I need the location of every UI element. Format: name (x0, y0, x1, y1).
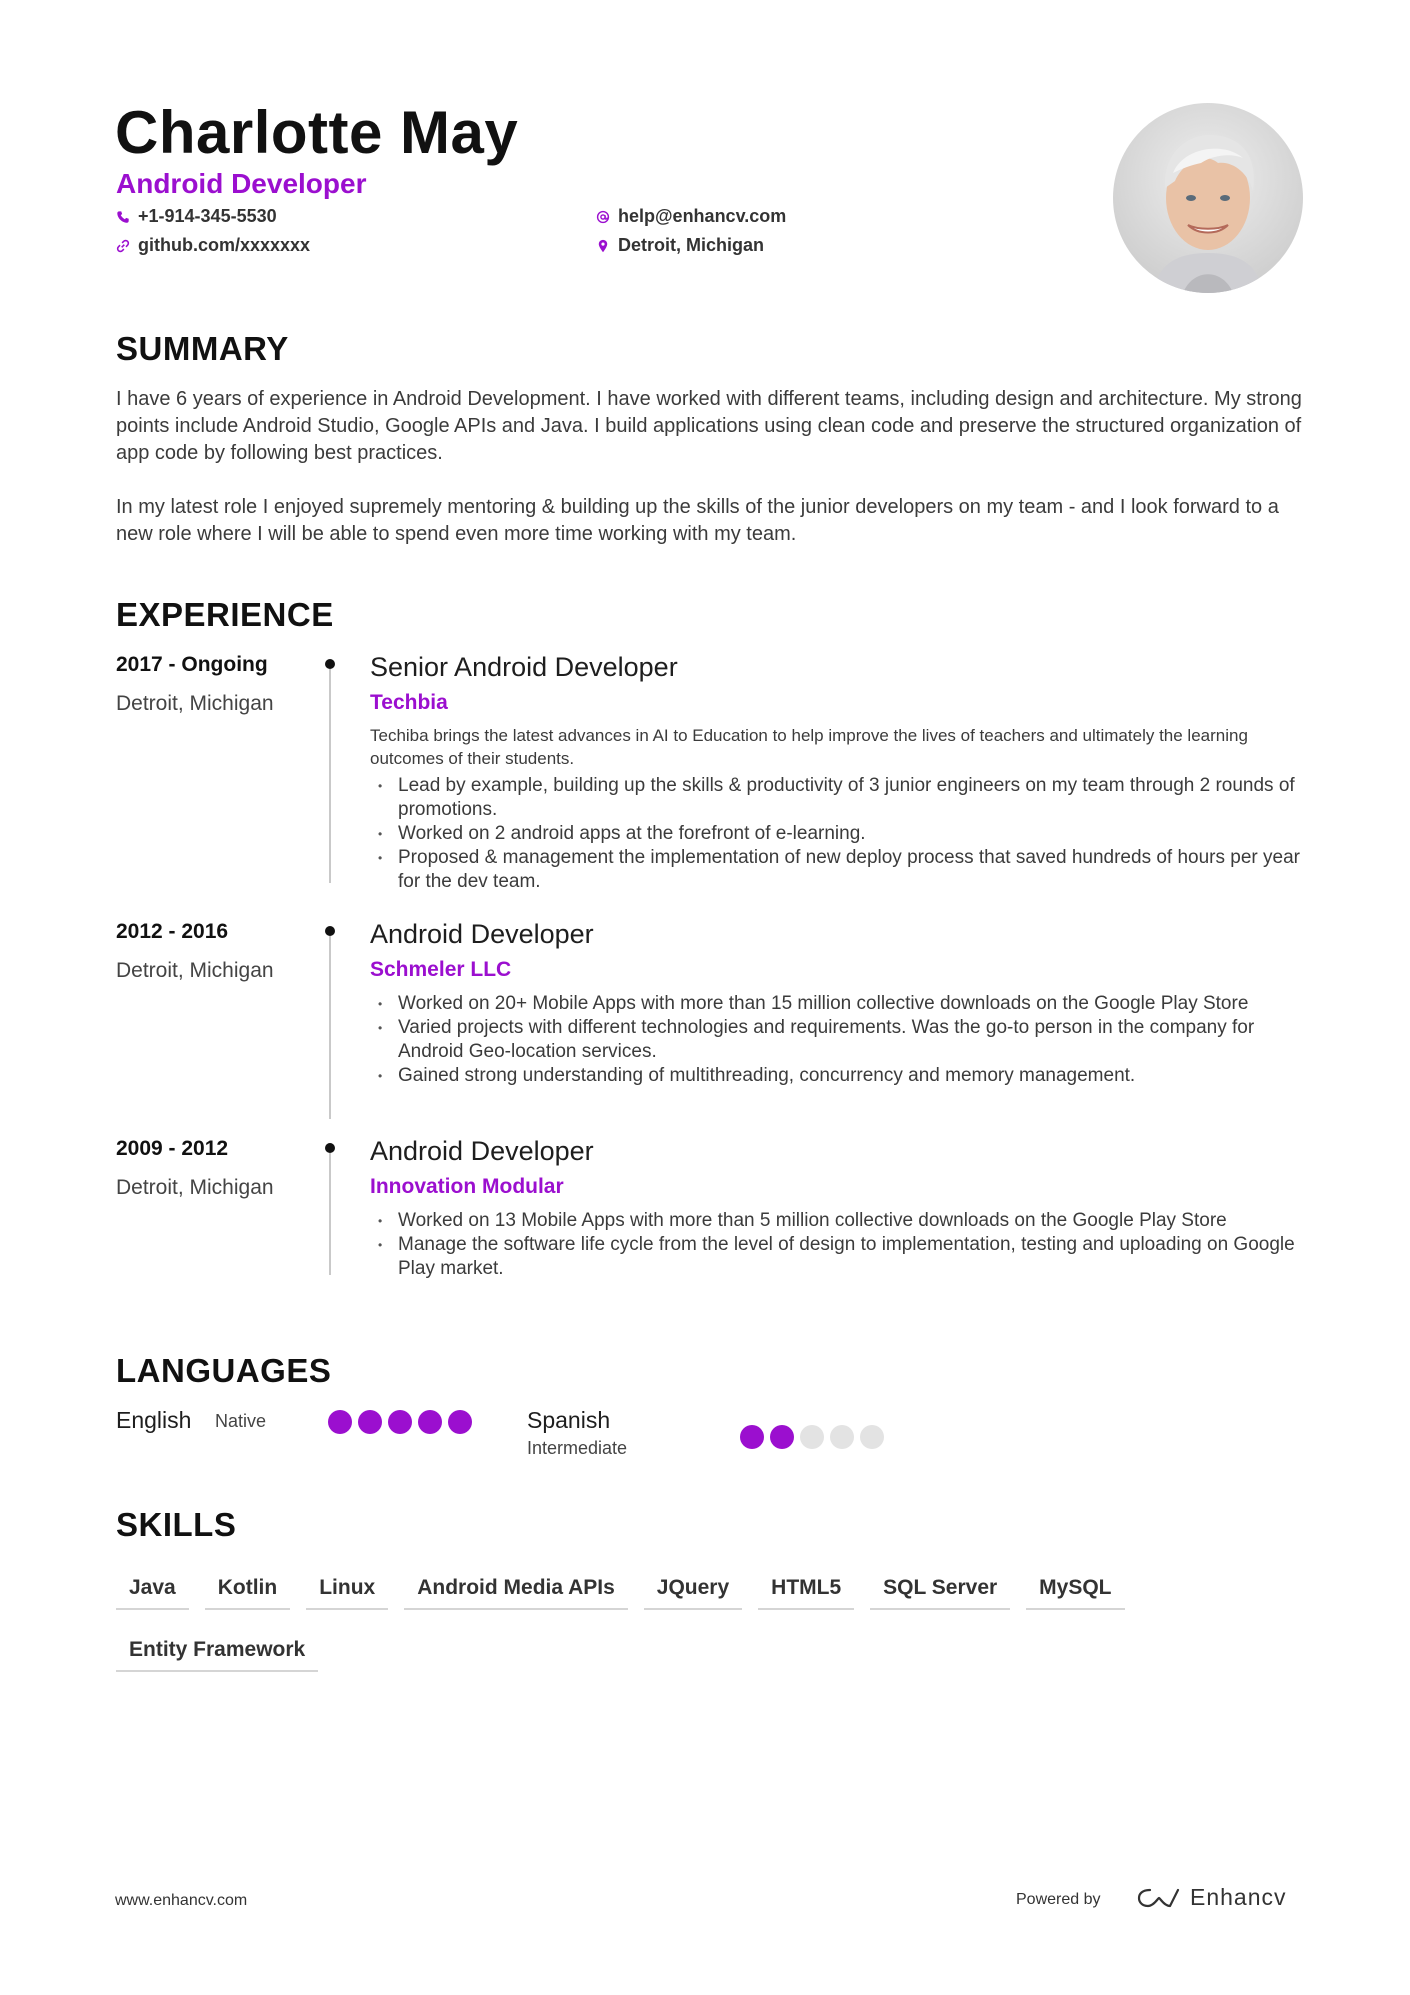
experience-heading: EXPERIENCE (116, 596, 334, 633)
rating-dot-filled (740, 1425, 764, 1449)
summary-paragraph-2: In my latest role I enjoyed supremely mentoring & building up the skills of the junior developers on my team - and I look forward to a new role where I will be able to spend even more time working with my team. (116, 496, 1279, 545)
skills-heading: SKILLS (116, 1506, 237, 1543)
experience-bullets (370, 774, 1310, 894)
contact-location (596, 235, 764, 256)
profile-photo (1113, 103, 1303, 293)
summary-heading: SUMMARY (116, 330, 289, 367)
experience-company: Techbia (370, 691, 448, 714)
experience-bullet: • Worked on 20+ Mobile Apps with more than 15 million collective downloads on the Google Play Store (370, 992, 1310, 1016)
skill-tag: Android Media APIs (404, 1570, 628, 1610)
rating-dot-filled (388, 1410, 412, 1434)
experience-bullet: • Manage the software life cycle from the level of design to implementation, testing and uploading on Google Play market. (370, 1233, 1310, 1281)
location-pin-icon (596, 239, 610, 253)
skill-tag: Entity Framework (116, 1632, 318, 1672)
rating-dot-filled (448, 1410, 472, 1434)
experience-company: Schmeler LLC (370, 958, 512, 981)
experience-role: Android Developer (370, 1136, 594, 1166)
experience-date: 2012 - 2016 (116, 920, 229, 943)
footer-website-link[interactable]: www.enhancv.com (115, 1892, 248, 1909)
timeline-line (329, 1153, 331, 1275)
skill-tag: SQL Server (870, 1570, 1010, 1610)
experience-bullets (370, 1209, 1310, 1281)
candidate-title: Android Developer (116, 168, 367, 199)
language-rating (328, 1410, 472, 1434)
experience-location: Detroit, Michigan (116, 959, 274, 982)
timeline-dot (325, 659, 335, 669)
skill-tag: Java (116, 1570, 189, 1610)
phone-icon (116, 210, 130, 224)
experience-location: Detroit, Michigan (116, 1176, 274, 1199)
experience-bullet: • Varied projects with different technologies and requirements. Was the go-to person in the company for Android Geo-location services. (370, 1016, 1310, 1064)
skill-tag: JQuery (644, 1570, 742, 1610)
skill-tag: MySQL (1026, 1570, 1124, 1610)
experience-bullet: • Worked on 13 Mobile Apps with more than 5 million collective downloads on the Google Play Store (370, 1209, 1310, 1233)
footer-powered-by: Powered by (1016, 1891, 1101, 1908)
github-text: github.com/xxxxxxx (138, 235, 311, 255)
languages-heading: LANGUAGES (116, 1352, 332, 1389)
language-level: Native (215, 1411, 267, 1431)
link-icon (116, 239, 130, 253)
summary-paragraph-1: I have 6 years of experience in Android Development. I have worked with different teams, including design and architecture. My strong points include Android Studio, Google APIs and Java. I build applications using clean code and preserve the structured organization of app code by following best practices. (116, 388, 1302, 464)
rating-dot-filled (328, 1410, 352, 1434)
email-text: help@enhancv.com (618, 206, 787, 226)
language-level: Intermediate (527, 1438, 628, 1458)
skill-tag: HTML5 (758, 1570, 854, 1610)
contact-email[interactable] (596, 206, 786, 227)
language-name: Spanish (527, 1407, 611, 1433)
experience-date: 2009 - 2012 (116, 1137, 229, 1160)
experience-bullet: • Lead by example, building up the skills & productivity of 3 junior engineers on my team through 2 rounds of promotions. (370, 774, 1310, 822)
phone-text: +1-914-345-5530 (138, 206, 277, 226)
skill-tag: Linux (306, 1570, 388, 1610)
experience-role: Android Developer (370, 919, 594, 949)
experience-description: Techiba brings the latest advances in AI to Education to help improve the lives of teachers and ultimately the learning outcomes of their students. (370, 726, 1248, 768)
footer-brand-logo[interactable] (1136, 1884, 1287, 1911)
footer-brand-name: Enhancv (1190, 1884, 1287, 1910)
rating-dot-empty (860, 1425, 884, 1449)
experience-location: Detroit, Michigan (116, 692, 274, 715)
experience-company: Innovation Modular (370, 1175, 564, 1198)
experience-bullet: • Proposed & management the implementation of new deploy process that saved hundreds of hours per year for the dev team. (370, 846, 1310, 894)
skills-list (116, 1570, 1306, 1672)
at-icon (596, 210, 610, 224)
experience-bullet: • Worked on 2 android apps at the forefront of e-learning. (370, 822, 1310, 846)
contact-phone[interactable] (116, 206, 277, 227)
contact-github[interactable] (116, 235, 310, 256)
timeline-dot (325, 926, 335, 936)
rating-dot-empty (830, 1425, 854, 1449)
language-name: English (116, 1407, 192, 1433)
rating-dot-filled (418, 1410, 442, 1434)
enhancv-logo-icon (1136, 1885, 1182, 1911)
language-rating (740, 1425, 884, 1449)
candidate-name: Charlotte May (115, 99, 519, 166)
timeline-line (329, 669, 331, 883)
timeline-line (329, 936, 331, 1119)
experience-bullet: • Gained strong understanding of multithreading, concurrency and memory management. (370, 1064, 1310, 1088)
rating-dot-filled (770, 1425, 794, 1449)
skill-tag: Kotlin (205, 1570, 290, 1610)
rating-dot-filled (358, 1410, 382, 1434)
timeline-dot (325, 1143, 335, 1153)
location-text: Detroit, Michigan (618, 235, 765, 255)
rating-dot-empty (800, 1425, 824, 1449)
experience-bullets (370, 992, 1310, 1088)
experience-role: Senior Android Developer (370, 652, 678, 682)
experience-date: 2017 - Ongoing (116, 653, 268, 676)
